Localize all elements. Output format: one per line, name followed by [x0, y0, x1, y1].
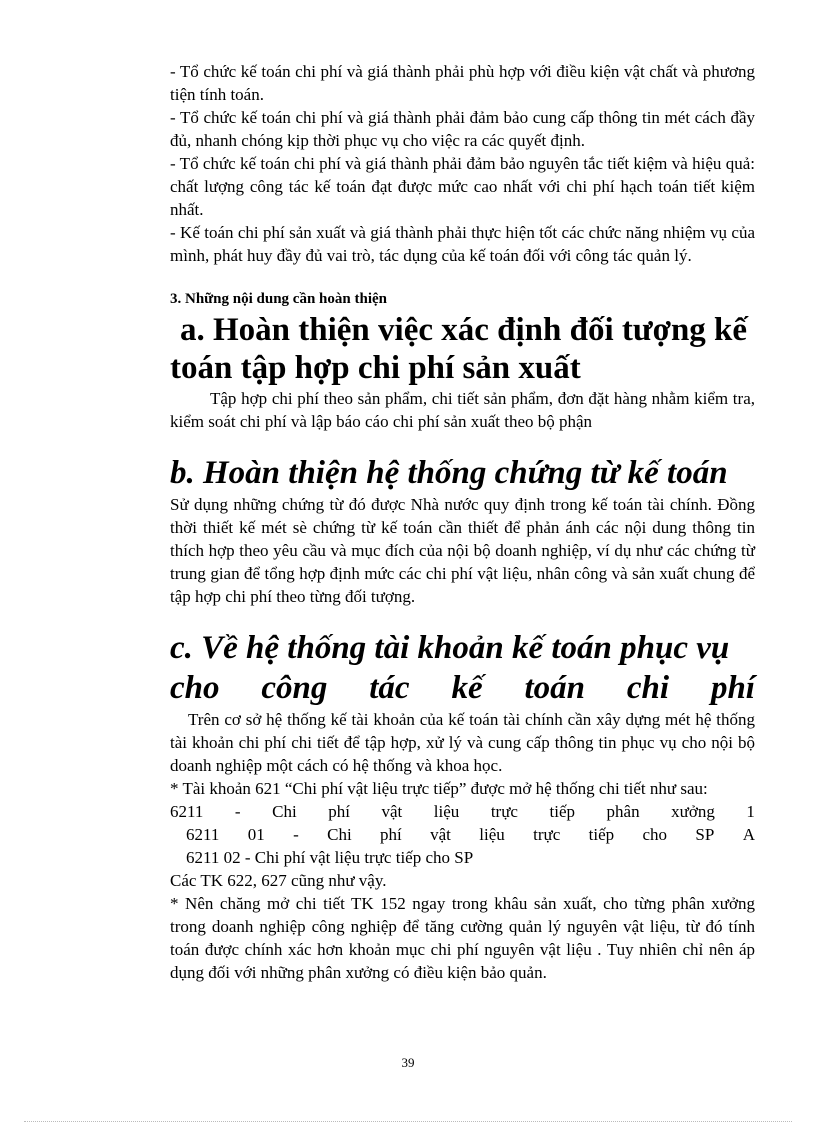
subsection-a-body: Tập hợp chi phí theo sản phẩm, chi tiết sản phẩm, đơn đặt hàng nhằm kiểm tra, kiểm soát chi phí và lập báo cáo chi phí sản xuất theo bộ phận	[170, 389, 755, 431]
intro-paragraph-3: - Tổ chức kế toán chi phí và giá thành phải đảm bảo nguyên tắc tiết kiệm và hiệu quả: chất lượng công tác kế toán đạt được mức cao nhất với chi phí hạch toán tiết kiệm nhất.	[170, 154, 755, 219]
heading-word: tác	[369, 670, 410, 706]
account-word: Chi	[272, 802, 297, 821]
account-word: Chi	[327, 825, 352, 844]
account-line-6211	[170, 800, 755, 823]
account-line-tk: Các TK 622, 627 cũng như vậy.	[170, 871, 387, 890]
account-word: tiếp	[549, 802, 575, 821]
account-word: phí	[328, 802, 350, 821]
account-word: vật	[430, 825, 451, 844]
account-word: cho	[642, 825, 668, 844]
account-word: phân	[606, 802, 640, 821]
account-word: trực	[533, 825, 561, 844]
account-word: vật	[381, 802, 403, 821]
subsection-a-heading-line1: a. Hoàn thiện việc xác định đối tượng kế	[180, 312, 748, 348]
account-word: trực	[490, 802, 518, 821]
heading-word: cho	[170, 670, 220, 706]
account-line-621101	[170, 823, 755, 846]
intro-paragraph-2: - Tổ chức kế toán chi phí và giá thành phải đảm bảo cung cấp thông tin mét cách đầy đủ, nhanh chóng kịp thời phục vụ cho việc ra các quyết định.	[170, 108, 755, 150]
account-word: xưởng	[671, 802, 715, 821]
account-word: 6211	[170, 802, 204, 821]
intro-paragraph-1: - Tổ chức kế toán chi phí và giá thành phải phù hợp với điều kiện vật chất và phương tiện tính toán.	[170, 62, 755, 104]
account-word: -	[234, 802, 241, 821]
page-content	[170, 60, 755, 984]
intro-paragraph-4: - Kế toán chi phí sản xuất và giá thành phải thực hiện tốt các chức năng nhiệm vụ của mình, phát huy đầy đủ vai trò, tác dụng của kế toán đối với công tác quản lý.	[170, 223, 755, 265]
account-word: tiếp	[588, 825, 615, 844]
subsection-a-heading	[170, 311, 755, 387]
page-bottom-divider	[24, 1121, 792, 1122]
heading-word: chi	[626, 670, 670, 706]
subsection-c-heading-line2	[170, 668, 755, 708]
subsection-c-body-2: * Tài khoản 621 “Chi phí vật liệu trực tiếp” được mở hệ thống chi tiết như sau:	[170, 779, 708, 798]
account-word: phí	[380, 825, 402, 844]
subsection-a-heading-line2: toán tập hợp chi phí sản xuất	[170, 350, 581, 386]
account-word: 1	[746, 802, 755, 821]
subsection-c-body-1: Trên cơ sở hệ thống kế tài khoản của kế toán tài chính cần xây dựng mét hệ thống tài khoản chi phí chi tiết để tập hợp, xử lý và cung cấp thông tin phục vụ cho nội bộ doanh nghiệp một cách có hệ thống và khoa học.	[170, 710, 755, 775]
subsection-c-body-3: * Nên chăng mở chi tiết TK 152 ngay trong khâu sản xuất, cho từng phân xưởng trong doanh nghiệp công nghiệp để tăng cường quản lý nguyên vật liệu, từ đó tính toán được chính xác hơn khoản mục chi phí nguyên vật liệu . Tuy nhiên chỉ nên áp dụng đối với những phân xưởng có điều kiện bảo quản.	[170, 894, 755, 982]
account-word: 6211	[186, 825, 220, 844]
heading-word: kế	[451, 670, 483, 706]
heading-word: toán	[524, 670, 586, 706]
subsection-b-heading: b. Hoàn thiện hệ thống chứng từ kế toán	[170, 455, 728, 491]
page-number: 39	[401, 1055, 415, 1070]
account-word: A	[742, 825, 755, 844]
account-word: liệu	[433, 802, 460, 821]
section-heading: 3. Những nội dung cần hoàn thiện	[170, 291, 387, 307]
account-line-621102: 6211 02 - Chi phí vật liệu trực tiếp cho SP	[186, 848, 474, 867]
account-word: 01	[247, 825, 265, 844]
subsection-c-heading	[170, 628, 755, 708]
account-word: SP	[695, 825, 715, 844]
account-word: liệu	[479, 825, 505, 844]
subsection-b-body: Sử dụng những chứng từ đó được Nhà nước quy định trong kế toán tài chính. Đồng thời thiết kế mét sè chứng từ kế toán cần thiết để phản ánh các nội dung thông tin thích hợp theo yêu cầu và mục đích của nội bộ doanh nghiệp, ví dụ như các chứng từ trung gian để tổng hợp định mức các chi phí vật liệu, nhân công và sản xuất chung để tập hợp chi phí theo từng đối tượng.	[170, 495, 755, 606]
heading-word: công	[261, 670, 328, 706]
account-word: -	[293, 825, 299, 844]
heading-word: phí	[710, 670, 755, 706]
subsection-c-heading-line1: c. Về hệ thống tài khoản kế toán phục vụ	[170, 630, 730, 666]
